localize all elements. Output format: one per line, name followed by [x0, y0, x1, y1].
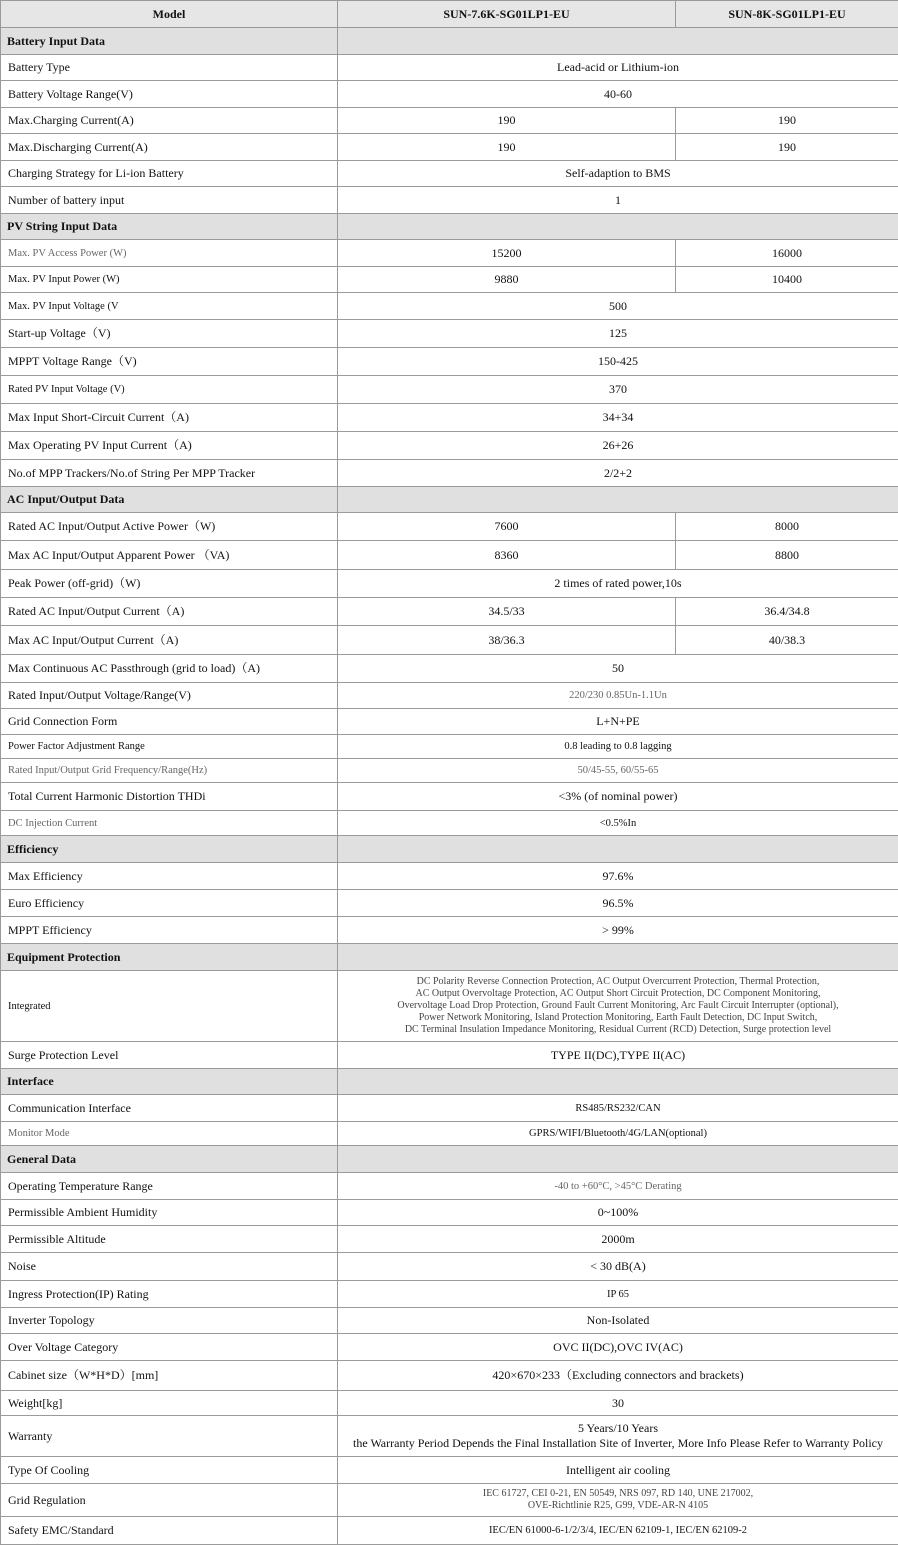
table-row — [1, 1173, 898, 1200]
table-row — [1, 1457, 898, 1484]
row-value-1: 8360 — [338, 541, 676, 570]
integrated-line: DC Polarity Reverse Connection Protection, AC Output Overcurrent Protection, Thermal Protection, — [416, 976, 820, 987]
row-label: Operating Temperature Range — [1, 1173, 338, 1200]
row-value: 220/230 0.85Un-1.1Un — [338, 683, 898, 709]
row-label: Total Current Harmonic Distortion THDi — [1, 783, 338, 811]
table-row — [1, 81, 898, 108]
table-row — [1, 1391, 898, 1416]
table-row — [1, 783, 898, 811]
row-value: 420×670×233（Excluding connectors and brackets) — [338, 1361, 898, 1391]
row-value: <3% (of nominal power) — [338, 783, 898, 811]
row-value: 34+34 — [338, 404, 898, 432]
table-row — [1, 1361, 898, 1391]
row-label: Type Of Cooling — [1, 1457, 338, 1484]
row-label: Over Voltage Category — [1, 1334, 338, 1361]
table-row — [1, 1517, 898, 1545]
row-label: Permissible Ambient Humidity — [1, 1200, 338, 1226]
table-row — [1, 626, 898, 655]
row-label: No.of MPP Trackers/No.of String Per MPP Tracker — [1, 460, 338, 487]
table-row — [1, 432, 898, 460]
row-value: IP 65 — [338, 1281, 898, 1308]
table-row — [1, 513, 898, 541]
table-row — [1, 161, 898, 187]
row-label: Peak Power (off-grid)（W) — [1, 570, 338, 598]
warranty-value — [338, 1416, 898, 1457]
row-label: MPPT Efficiency — [1, 917, 338, 944]
integrated-line: AC Output Overvoltage Protection, AC Output Short Circuit Protection, DC Component Monitoring, — [415, 988, 821, 999]
table-row — [1, 735, 898, 759]
row-value: -40 to +60°C, >45°C Derating — [338, 1173, 898, 1200]
row-label: Max. PV Input Voltage (V — [1, 293, 338, 320]
integrated-line: Power Network Monitoring, Island Protection Monitoring, Earth Fault Detection, DC Input Switch, — [418, 1012, 818, 1023]
row-value-2: 8800 — [676, 541, 898, 570]
table-row — [1, 759, 898, 783]
row-label: MPPT Voltage Range（V) — [1, 348, 338, 376]
row-value: 150-425 — [338, 348, 898, 376]
section-row — [1, 28, 898, 55]
grid-regulation-line: OVE-Richtlinie R25, G99, VDE-AR-N 4105 — [527, 1500, 709, 1511]
row-value: 370 — [338, 376, 898, 404]
model-header: Model — [1, 1, 338, 28]
row-label: Start-up Voltage（V) — [1, 320, 338, 348]
row-value: 2/2+2 — [338, 460, 898, 487]
table-row — [1, 1253, 898, 1281]
table-row — [1, 108, 898, 134]
row-label: Charging Strategy for Li-ion Battery — [1, 161, 338, 187]
row-label: Cabinet size（W*H*D）[mm] — [1, 1361, 338, 1391]
row-label: Inverter Topology — [1, 1308, 338, 1334]
section-row — [1, 836, 898, 863]
section-title: General Data — [1, 1146, 338, 1173]
row-label: Max. PV Access Power (W) — [1, 240, 338, 267]
section-title: PV String Input Data — [1, 214, 338, 240]
row-value: 2000m — [338, 1226, 898, 1253]
row-value: 40-60 — [338, 81, 898, 108]
section-title: Interface — [1, 1069, 338, 1095]
row-label: Integrated — [1, 971, 338, 1042]
row-value: OVC II(DC),OVC IV(AC) — [338, 1334, 898, 1361]
row-label: Grid Regulation — [1, 1484, 338, 1517]
row-label: Surge Protection Level — [1, 1042, 338, 1069]
row-value-1: 34.5/33 — [338, 598, 676, 626]
row-value: 1 — [338, 187, 898, 214]
row-label: Max Continuous AC Passthrough (grid to load)（A) — [1, 655, 338, 683]
row-label: Monitor Mode — [1, 1122, 338, 1146]
table-row — [1, 971, 898, 1042]
section-title: Efficiency — [1, 836, 338, 863]
table-row — [1, 1095, 898, 1122]
table-row — [1, 863, 898, 890]
row-value: 125 — [338, 320, 898, 348]
section-title: Battery Input Data — [1, 28, 338, 55]
row-label: Euro Efficiency — [1, 890, 338, 917]
row-label: Battery Type — [1, 55, 338, 81]
row-value: 97.6% — [338, 863, 898, 890]
model-1-header: SUN-7.6K-SG01LP1-EU — [338, 1, 676, 28]
section-row — [1, 214, 898, 240]
row-value: 50 — [338, 655, 898, 683]
table-row — [1, 917, 898, 944]
table-row — [1, 55, 898, 81]
table-row — [1, 376, 898, 404]
grid-regulation-line: IEC 61727, CEI 0-21, EN 50549, NRS 097, RD 140, UNE 217002, — [482, 1488, 754, 1499]
row-value: GPRS/WIFI/Bluetooth/4G/LAN(optional) — [338, 1122, 898, 1146]
row-value: > 99% — [338, 917, 898, 944]
row-value-1: 190 — [338, 134, 676, 161]
table-row — [1, 1200, 898, 1226]
row-label: DC Injection Current — [1, 811, 338, 836]
row-label: Rated Input/Output Voltage/Range(V) — [1, 683, 338, 709]
table-row — [1, 811, 898, 836]
table-row — [1, 1484, 898, 1517]
row-label: Max.Charging Current(A) — [1, 108, 338, 134]
row-label: Max. PV Input Power (W) — [1, 267, 338, 293]
row-label: Max AC Input/Output Apparent Power （VA) — [1, 541, 338, 570]
table-row — [1, 293, 898, 320]
row-value: 30 — [338, 1391, 898, 1416]
row-value: IEC/EN 61000-6-1/2/3/4, IEC/EN 62109-1, IEC/EN 62109-2 — [338, 1517, 898, 1545]
row-label: Warranty — [1, 1416, 338, 1457]
table-row — [1, 348, 898, 376]
row-label: Max AC Input/Output Current（A) — [1, 626, 338, 655]
row-value: 500 — [338, 293, 898, 320]
row-label: Rated Input/Output Grid Frequency/Range(Hz) — [1, 759, 338, 783]
row-value: 0.8 leading to 0.8 lagging — [338, 735, 898, 759]
row-value: 0~100% — [338, 1200, 898, 1226]
row-value: Self-adaption to BMS — [338, 161, 898, 187]
table-row — [1, 570, 898, 598]
header-row — [1, 1, 898, 28]
integrated-line: DC Terminal Insulation Impedance Monitoring, Residual Current (RCD) Detection, Surge protection level — [404, 1024, 832, 1035]
row-value: 26+26 — [338, 432, 898, 460]
table-row — [1, 683, 898, 709]
table-row — [1, 267, 898, 293]
row-value: Non-Isolated — [338, 1308, 898, 1334]
row-label: Safety EMC/Standard — [1, 1517, 338, 1545]
row-label: Battery Voltage Range(V) — [1, 81, 338, 108]
row-value-2: 36.4/34.8 — [676, 598, 898, 626]
section-row — [1, 944, 898, 971]
row-label: Max Efficiency — [1, 863, 338, 890]
row-value-1: 190 — [338, 108, 676, 134]
table-row — [1, 598, 898, 626]
table-row — [1, 404, 898, 432]
row-label: Power Factor Adjustment Range — [1, 735, 338, 759]
table-row — [1, 541, 898, 570]
row-value: 2 times of rated power,10s — [338, 570, 898, 598]
row-label: Number of battery input — [1, 187, 338, 214]
row-value-2: 8000 — [676, 513, 898, 541]
table-row — [1, 134, 898, 161]
table-row — [1, 1416, 898, 1457]
row-value: 96.5% — [338, 890, 898, 917]
table-row — [1, 709, 898, 735]
integrated-list — [338, 971, 898, 1042]
table-row — [1, 1226, 898, 1253]
row-label: Grid Connection Form — [1, 709, 338, 735]
model-2-header: SUN-8K-SG01LP1-EU — [676, 1, 898, 28]
table-row — [1, 240, 898, 267]
section-row — [1, 1146, 898, 1173]
row-label: Permissible Altitude — [1, 1226, 338, 1253]
row-value-2: 16000 — [676, 240, 898, 267]
table-row — [1, 655, 898, 683]
table-row — [1, 890, 898, 917]
row-value: TYPE II(DC),TYPE II(AC) — [338, 1042, 898, 1069]
warranty-line: the Warranty Period Depends the Final Installation Site of Inverter, More Info Please Refer to Warranty Policy — [353, 1436, 883, 1450]
row-label: Rated AC Input/Output Active Power（W) — [1, 513, 338, 541]
integrated-line: Overvoltage Load Drop Protection, Ground Fault Current Monitoring, Arc Fault Circuit Interrupter (optional), — [397, 1000, 839, 1011]
table-row — [1, 1308, 898, 1334]
row-label: Communication Interface — [1, 1095, 338, 1122]
row-value: Lead-acid or Lithium-ion — [338, 55, 898, 81]
table-row — [1, 460, 898, 487]
warranty-line: 5 Years/10 Years — [577, 1421, 658, 1435]
row-value: 50/45-55, 60/55-65 — [338, 759, 898, 783]
row-value-2: 190 — [676, 108, 898, 134]
row-label: Noise — [1, 1253, 338, 1281]
row-value-1: 7600 — [338, 513, 676, 541]
section-title: AC Input/Output Data — [1, 487, 338, 513]
table-row — [1, 187, 898, 214]
row-value: <0.5%In — [338, 811, 898, 836]
section-title: Equipment Protection — [1, 944, 338, 971]
row-label: Weight[kg] — [1, 1391, 338, 1416]
section-row — [1, 487, 898, 513]
table-row — [1, 1122, 898, 1146]
row-value: L+N+PE — [338, 709, 898, 735]
section-row — [1, 1069, 898, 1095]
row-value-2: 10400 — [676, 267, 898, 293]
row-label: Max Operating PV Input Current（A) — [1, 432, 338, 460]
row-label: Rated PV Input Voltage (V) — [1, 376, 338, 404]
table-row — [1, 320, 898, 348]
row-value: < 30 dB(A) — [338, 1253, 898, 1281]
table-row — [1, 1042, 898, 1069]
row-value-2: 40/38.3 — [676, 626, 898, 655]
grid-regulation-value — [338, 1484, 898, 1517]
row-value-1: 38/36.3 — [338, 626, 676, 655]
row-label: Max Input Short-Circuit Current（A) — [1, 404, 338, 432]
row-label: Ingress Protection(IP) Rating — [1, 1281, 338, 1308]
row-value: RS485/RS232/CAN — [338, 1095, 898, 1122]
row-label: Rated AC Input/Output Current（A) — [1, 598, 338, 626]
row-label: Max.Discharging Current(A) — [1, 134, 338, 161]
row-value-1: 15200 — [338, 240, 676, 267]
row-value-1: 9880 — [338, 267, 676, 293]
table-row — [1, 1334, 898, 1361]
table-row — [1, 1281, 898, 1308]
row-value-2: 190 — [676, 134, 898, 161]
row-value: Intelligent air cooling — [338, 1457, 898, 1484]
